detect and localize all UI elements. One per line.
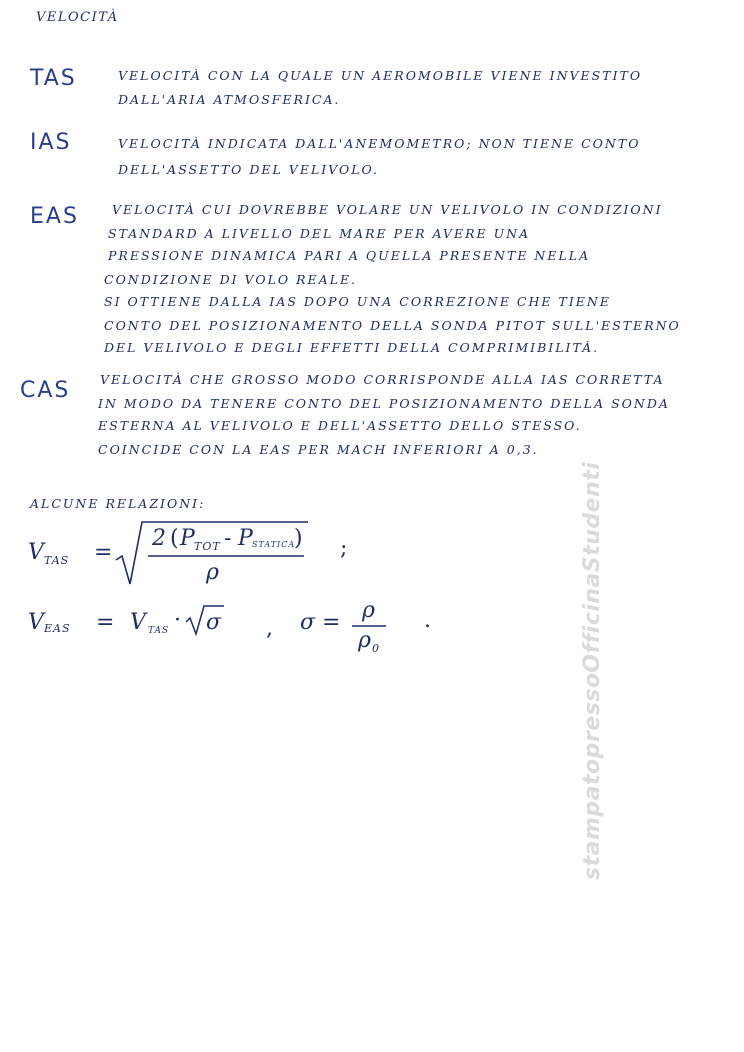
formula2-rho-den: ρ xyxy=(358,628,371,653)
formula1-minus: - xyxy=(224,526,232,551)
formula1-num-coeff: 2 xyxy=(152,526,166,551)
cas-line-2: IN MODO DA TENERE CONTO DEL POSIZIONAMENTO DELLA SONDA xyxy=(98,396,670,411)
formula2-vtas: V xyxy=(130,610,146,635)
formula2-eq: = xyxy=(96,610,115,635)
formula-veas xyxy=(28,598,448,664)
formula1-lhs-sub: TAS xyxy=(44,554,70,567)
term-tas: TAS xyxy=(30,66,77,91)
cas-line-4: COINCIDE CON LA EAS PER MACH INFERIORI A 0,3. xyxy=(98,442,539,457)
formula1-den: ρ xyxy=(206,560,219,585)
formula1-close-paren: ) xyxy=(294,526,303,551)
formula2-eq2: = xyxy=(322,610,341,635)
formula1-pstat-sub: STATICA xyxy=(252,540,296,549)
cas-line-3: ESTERNA AL VELIVOLO E DELL'ASSETTO DELLO STESSO. xyxy=(98,418,582,433)
eas-line-1: VELOCITÀ CUI DOVREBBE VOLARE UN VELIVOLO IN CONDIZIONI xyxy=(112,202,663,217)
formula2-comma: , xyxy=(266,616,273,641)
formula-vtas xyxy=(28,518,368,590)
eas-line-3: PRESSIONE DINAMICA PARI A QUELLA PRESENTE NELLA xyxy=(108,248,591,263)
eas-line-4: CONDIZIONE DI VOLO REALE. xyxy=(104,272,358,287)
formula2-dot: · xyxy=(174,608,181,633)
formula2-sigma: σ xyxy=(206,610,222,635)
eas-line-2: STANDARD A LIVELLO DEL MARE PER AVERE UNA xyxy=(108,226,531,241)
formula1-end: ; xyxy=(340,536,348,561)
term-cas: CAS xyxy=(20,378,71,403)
formula1-ptot-sub: TOT xyxy=(194,540,221,553)
formula2-sigma-def: σ xyxy=(300,610,316,635)
formula1-eq: = xyxy=(94,540,113,565)
formula1-open-paren: ( xyxy=(170,526,179,551)
ias-line-2: DELL'ASSETTO DEL VELIVOLO. xyxy=(118,162,380,177)
formula2-end: . xyxy=(424,608,431,633)
cas-line-1: VELOCITÀ CHE GROSSO MODO CORRISPONDE ALLA IAS CORRETTA xyxy=(100,372,665,387)
eas-line-7: DEL VELIVOLO E DEGLI EFFETTI DELLA COMPRIMIBILITÀ. xyxy=(104,340,600,355)
tas-line-1: VELOCITÀ CON LA QUALE UN AEROMOBILE VIENE INVESTITO xyxy=(118,68,643,83)
formula1-ptot: P xyxy=(180,526,195,551)
formula2-lhs: V xyxy=(28,610,44,635)
eas-line-5: SI OTTIENE DALLA IAS DOPO UNA CORREZIONE CHE TIENE xyxy=(104,294,611,309)
formula2-vtas-sub: TAS xyxy=(148,626,170,636)
formula1-lhs: V xyxy=(28,540,44,565)
page-heading: VELOCITÀ xyxy=(36,10,119,25)
tas-line-2: DALL'ARIA ATMOSFERICA. xyxy=(118,92,341,107)
ias-line-1: VELOCITÀ INDICATA DALL'ANEMOMETRO; NON TIENE CONTO xyxy=(118,136,641,151)
relations-title: ALCUNE RELAZIONI: xyxy=(30,496,206,511)
term-ias: IAS xyxy=(30,130,72,155)
formula2-rho-num: ρ xyxy=(362,598,375,623)
formula2-lhs-sub: EAS xyxy=(44,622,71,635)
term-eas: EAS xyxy=(30,204,79,229)
eas-line-6: CONTO DEL POSIZIONAMENTO DELLA SONDA PITOT SULL'ESTERNO xyxy=(104,318,681,333)
formula1-pstat: P xyxy=(238,526,253,551)
formula2-rho-den-sub: 0 xyxy=(372,642,380,655)
watermark: stampatopressoOfficinaStudenti xyxy=(580,461,605,880)
